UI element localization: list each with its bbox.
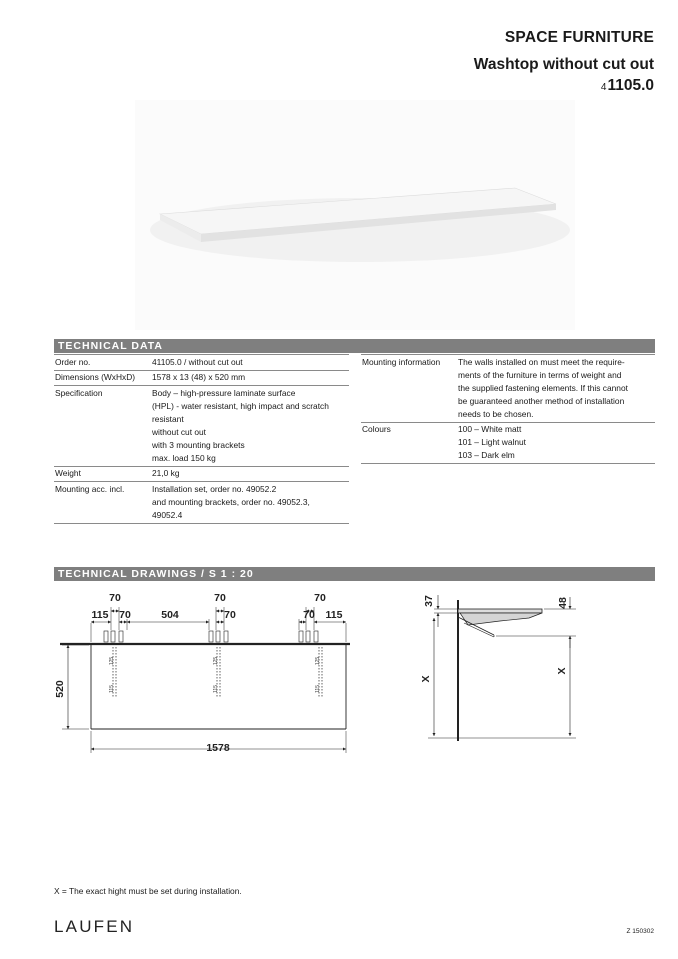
technical-drawings-header: TECHNICAL DRAWINGS / S 1 : 20 (54, 567, 655, 581)
row-label: Mounting information (362, 356, 441, 367)
row-label: Order no. (55, 356, 91, 367)
table-row (54, 371, 349, 387)
tab-label: 125 (109, 656, 115, 666)
table-row (54, 354, 349, 371)
brand-logo: LAUFEN (54, 917, 135, 936)
row-value: 1578 x 13 (48) x 520 mm (152, 372, 246, 382)
dim-height-520: 520 (54, 680, 66, 698)
table-row (361, 423, 655, 465)
row-value: and mounting brackets, order no. 49052.3, (152, 496, 310, 507)
dim-48: 48 (557, 597, 569, 609)
tab-label: 115 (315, 685, 321, 693)
product-code (601, 77, 654, 95)
technical-data-header: TECHNICAL DATA (54, 339, 655, 353)
row-value: 100 – White matt (458, 424, 522, 434)
row-value: without cut out (152, 426, 207, 437)
row-value: be guaranteed another method of installation (458, 395, 625, 406)
row-value: Body – high-pressure laminate surface (152, 387, 296, 398)
product-code-main: 1105.0 (607, 77, 654, 94)
side-view (428, 595, 576, 741)
row-value: 21,0 kg (152, 468, 180, 478)
row-label: Colours (362, 424, 391, 434)
row-value: The walls installed on must meet the require- (458, 356, 625, 367)
document-reference: Z 150302 (626, 928, 654, 935)
dim-left-70: 70 (119, 609, 131, 621)
dim-37: 37 (423, 595, 435, 607)
row-value: 41105.0 / without cut out (152, 356, 243, 367)
row-value: ments of the furniture in terms of weight and (458, 369, 622, 380)
row-label: Dimensions (WxHxD) (55, 372, 136, 382)
dim-left-115: 115 (91, 609, 109, 621)
tab-label: 125 (315, 656, 321, 666)
row-value: Installation set, order no. 49052.2 (152, 483, 277, 494)
dim-right-115: 115 (325, 609, 343, 621)
table-row (54, 467, 349, 483)
dim-mid-504: 504 (161, 609, 179, 621)
row-value: 101 – Light walnut (458, 437, 526, 447)
table-row (54, 482, 349, 524)
front-view (60, 607, 350, 753)
row-value: resistant (152, 413, 184, 424)
dim-top-70-b: 70 (214, 592, 226, 604)
table-row (54, 386, 349, 467)
row-value: with 3 mounting brackets (152, 439, 245, 450)
row-value: the supplied fastening elements. If this cannot (458, 382, 628, 393)
footnote: X = The exact hight must be set during installation. (54, 886, 242, 896)
dim-top-70-a: 70 (109, 592, 121, 604)
product-photo (135, 100, 575, 330)
dim-right-70: 70 (303, 609, 315, 621)
row-value: (HPL) - water resistant, high impact and scratch (152, 400, 329, 411)
tab-label: 115 (109, 685, 115, 693)
technical-data-table-right (361, 354, 655, 464)
product-name: Washtop without cut out (473, 56, 654, 73)
row-label: Specification (55, 387, 103, 398)
product-code-prefix: 4 (600, 82, 607, 93)
dim-top-70-c: 70 (314, 592, 326, 604)
dim-mid-70: 70 (224, 609, 236, 621)
tab-label: 125 (213, 656, 219, 666)
table-row (361, 354, 655, 423)
dim-x-right: X (556, 667, 568, 675)
product-category: SPACE FURNITURE (504, 29, 654, 46)
row-value: needs to be chosen. (458, 408, 534, 419)
row-label: Mounting acc. incl. (55, 483, 125, 494)
dim-width-1578: 1578 (206, 742, 230, 754)
row-value: 49052.4 (152, 509, 183, 520)
row-value: 103 – Dark elm (458, 450, 515, 460)
row-value: max. load 150 kg (152, 452, 216, 463)
dim-x-left: X (420, 675, 432, 683)
tab-label: 115 (213, 685, 219, 693)
technical-data-table-left (54, 354, 349, 524)
technical-drawing (54, 585, 614, 785)
row-label: Weight (55, 468, 81, 478)
